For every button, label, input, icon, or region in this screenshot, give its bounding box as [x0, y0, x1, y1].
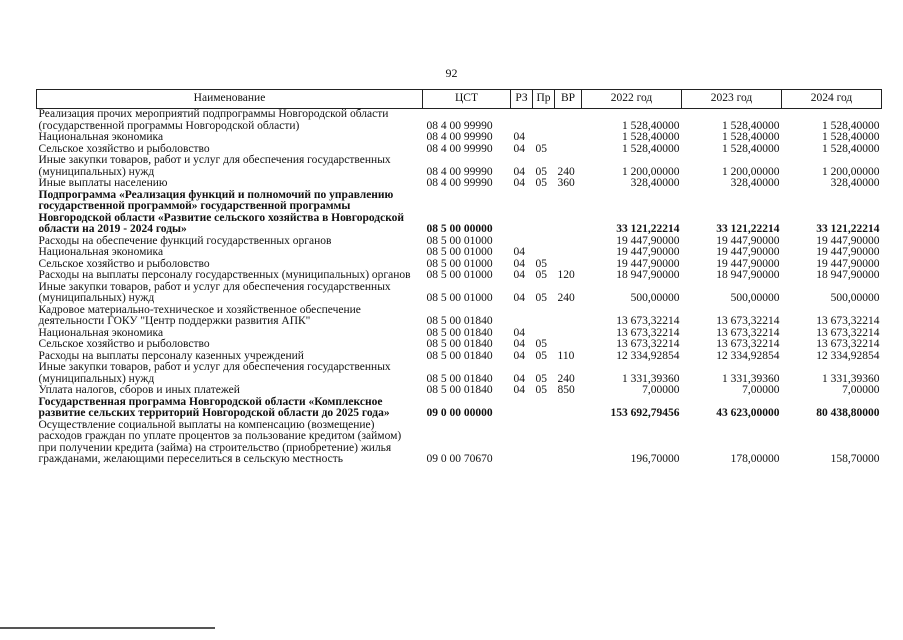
- cell-2024: 19 447,90000: [816, 246, 880, 258]
- cell-name: Расходы на выплаты персоналу казенных учреждений: [38, 349, 304, 362]
- cell-2022: 33 121,22214: [616, 223, 680, 235]
- header-pr: Пр: [533, 90, 555, 109]
- cell-2022: 13 673,32214: [616, 338, 680, 350]
- cell-name: Расходы на обеспечение функций государственных органов: [38, 234, 332, 247]
- cell-2023: 33 121,22214: [716, 223, 780, 235]
- cell-2023: 13 673,32214: [716, 315, 780, 327]
- cell-name: Сельское хозяйство и рыболовство: [38, 338, 210, 350]
- cell-pr: 05: [535, 142, 547, 155]
- cell-name: Подпрограмма «Реализация функций и полномочий по управлению государственной программой» государственной программы Новгородской области «Развитие сельского хозяйства в Новгородской области на 2019 - 2024 годы»: [38, 188, 405, 235]
- cell-2023: 328,40000: [730, 177, 780, 189]
- cell-2023: 1 528,40000: [722, 131, 780, 143]
- cell-vr: [555, 236, 582, 248]
- header-cst: ЦСТ: [423, 90, 511, 109]
- cell-pr: 05: [535, 338, 547, 350]
- cell-vr: [555, 339, 582, 351]
- cell-vr: 850: [557, 384, 575, 396]
- cell-rz: 04: [513, 349, 525, 362]
- cell-rz: [511, 190, 533, 236]
- cell-2023: 19 447,90000: [716, 257, 780, 270]
- cell-cst: 08 5 00 01000: [426, 292, 493, 304]
- cell-rz: 04: [513, 165, 525, 178]
- cell-cst: 08 4 00 99990: [426, 119, 493, 132]
- cell-pr: 05: [535, 269, 547, 281]
- header-name: Наименование: [37, 90, 423, 109]
- cell-2023: 1 528,40000: [722, 119, 780, 132]
- cell-name: Сельское хозяйство и рыболовство: [38, 142, 210, 155]
- header-rz: РЗ: [511, 90, 533, 109]
- cell-cst: 08 4 00 99990: [426, 165, 493, 178]
- cell-name: Иные закупки товаров, работ и услуг для обеспечения государственных (муниципальных) нужд: [38, 280, 391, 304]
- cell-2024: 1 528,40000: [822, 119, 880, 132]
- page-number: 92: [445, 66, 458, 80]
- header-2023: 2023 год: [682, 90, 782, 109]
- cell-pr: [533, 305, 555, 328]
- cell-2024: 13 673,32214: [816, 326, 880, 339]
- cell-2022: 500,00000: [630, 292, 680, 304]
- cell-2023: 1 200,00000: [722, 165, 780, 178]
- table-row: [37, 247, 882, 259]
- cell-2023: 19 447,90000: [716, 234, 780, 247]
- cell-2024: 13 673,32214: [816, 315, 880, 327]
- cell-2022: 18 947,90000: [616, 269, 680, 281]
- cell-rz: 04: [513, 246, 525, 258]
- cell-2023: 7,00000: [742, 384, 780, 396]
- cell-pr: [533, 190, 555, 236]
- cell-2024: 19 447,90000: [816, 257, 880, 270]
- table-row: [37, 420, 882, 466]
- cell-2022: 19 447,90000: [616, 246, 680, 258]
- cell-rz: 04: [513, 257, 525, 270]
- cell-name: Национальная экономика: [38, 326, 164, 339]
- cell-2024: 18 947,90000: [816, 269, 880, 281]
- cell-2022: 1 331,39360: [622, 372, 680, 385]
- cell-vr: 240: [557, 372, 575, 385]
- cell-rz: 04: [513, 142, 525, 155]
- cell-cst: 08 5 00 01000: [426, 257, 493, 270]
- cell-cst: 08 5 00 01840: [426, 326, 493, 339]
- cell-rz: [511, 397, 533, 420]
- table-row: [37, 362, 882, 385]
- cell-2023: 1 528,40000: [722, 142, 780, 155]
- cell-name: Национальная экономика: [38, 131, 164, 143]
- cell-name: Государственная программа Новгородской области «Комплексное развитие сельских территорий Новгородской области до 2025 года»: [38, 395, 390, 419]
- cell-2022: 19 447,90000: [616, 234, 680, 247]
- cell-rz: 04: [513, 269, 525, 281]
- cell-2023: 18 947,90000: [716, 269, 780, 281]
- cell-2024: 12 334,92854: [816, 349, 880, 362]
- cell-2024: 1 331,39360: [822, 372, 880, 385]
- cell-rz: [511, 109, 533, 133]
- cell-vr: [555, 305, 582, 328]
- table-row: [37, 397, 882, 420]
- cell-vr: [555, 109, 582, 133]
- scan-edge-line: [0, 627, 215, 629]
- cell-vr: [555, 190, 582, 236]
- cell-pr: 05: [535, 257, 547, 270]
- cell-2024: 158,70000: [830, 453, 880, 465]
- cell-pr: [533, 247, 555, 259]
- cell-pr: 05: [535, 384, 547, 396]
- cell-vr: [555, 397, 582, 420]
- cell-2023: 12 334,92854: [716, 349, 780, 362]
- cell-name: Сельское хозяйство и рыболовство: [38, 257, 210, 270]
- cell-cst: 08 4 00 99990: [426, 142, 493, 155]
- cell-pr: [533, 132, 555, 144]
- cell-vr: [555, 328, 582, 340]
- cell-name: Расходы на выплаты персоналу государственных (муниципальных) органов: [38, 269, 411, 281]
- cell-name: Иные закупки товаров, работ и услуг для обеспечения государственных (муниципальных) нужд: [38, 361, 391, 385]
- cell-2022: 19 447,90000: [616, 257, 680, 270]
- table-row: [37, 270, 882, 282]
- cell-2023: 43 623,00000: [716, 407, 780, 419]
- cell-2022: 7,00000: [642, 384, 680, 396]
- cell-2023: 13 673,32214: [716, 338, 780, 350]
- cell-cst: 08 5 00 01840: [426, 349, 493, 362]
- header-2022: 2022 год: [582, 90, 682, 109]
- header-2024: 2024 год: [782, 90, 882, 109]
- cell-name: Осуществление социальной выплаты на компенсацию (возмещение) расходов граждан по уплате процентов за пользование кредитом (займом) при получении кредита (займа) на строительство (приобретение) жилья гражданами, желающими переселиться в сельскую местность: [38, 418, 402, 465]
- cell-2023: 1 331,39360: [722, 372, 780, 385]
- cell-cst: 08 5 00 01000: [426, 269, 493, 281]
- header-vr: ВР: [555, 90, 582, 109]
- table-row: [37, 305, 882, 328]
- cell-name: Реализация прочих мероприятий подпрограммы Новгородской области (государственной программы Новгородской области): [38, 108, 389, 132]
- cell-cst: 08 5 00 01000: [426, 246, 493, 258]
- cell-2023: 19 447,90000: [716, 246, 780, 258]
- cell-cst: 08 5 00 01840: [426, 372, 493, 385]
- cell-vr: [555, 420, 582, 466]
- cell-2022: 1 528,40000: [622, 131, 680, 143]
- cell-cst: 09 0 00 70670: [426, 453, 493, 465]
- table-row: [37, 190, 882, 236]
- table-row: [37, 132, 882, 144]
- cell-cst: 08 5 00 01840: [426, 384, 493, 396]
- cell-rz: 04: [513, 292, 525, 304]
- cell-rz: 04: [513, 372, 525, 385]
- cell-vr: 240: [557, 165, 575, 178]
- cell-cst: 09 0 00 00000: [426, 407, 493, 419]
- cell-2022: 328,40000: [630, 177, 680, 189]
- table-row: [37, 178, 882, 190]
- cell-vr: 360: [557, 177, 575, 189]
- cell-cst: 08 5 00 01840: [426, 338, 493, 350]
- budget-table: [36, 89, 882, 466]
- cell-vr: 240: [557, 292, 575, 304]
- cell-cst: 08 5 00 01000: [426, 234, 493, 247]
- table-body: [37, 109, 882, 466]
- cell-name: Иные выплаты населению: [38, 177, 168, 189]
- cell-2022: 13 673,32214: [616, 315, 680, 327]
- table-row: [37, 155, 882, 178]
- cell-cst: 08 4 00 99990: [426, 177, 493, 189]
- cell-pr: 05: [535, 292, 547, 304]
- cell-name: Кадровое материально-техническое и хозяйственное обеспечение деятельности ГОКУ "Центр поддержки развития АПК": [38, 303, 361, 327]
- cell-name: Уплата налогов, сборов и иных платежей: [38, 384, 240, 396]
- cell-2023: 178,00000: [730, 453, 780, 465]
- cell-2022: 13 673,32214: [616, 326, 680, 339]
- cell-rz: 04: [513, 326, 525, 339]
- cell-name: Национальная экономика: [38, 246, 164, 258]
- cell-rz: [511, 420, 533, 466]
- cell-2024: 19 447,90000: [816, 234, 880, 247]
- cell-2024: 7,00000: [842, 384, 880, 396]
- cell-rz: 04: [513, 384, 525, 396]
- cell-2024: 1 200,00000: [822, 165, 880, 178]
- cell-2024: 33 121,22214: [816, 223, 880, 235]
- cell-pr: 05: [535, 372, 547, 385]
- cell-vr: [555, 144, 582, 156]
- cell-2023: 13 673,32214: [716, 326, 780, 339]
- cell-2022: 153 692,79456: [610, 407, 680, 419]
- cell-rz: [511, 305, 533, 328]
- cell-rz: 04: [513, 338, 525, 350]
- cell-vr: [555, 247, 582, 259]
- cell-vr: 120: [557, 269, 575, 281]
- cell-2024: 328,40000: [830, 177, 880, 189]
- cell-vr: [555, 132, 582, 144]
- cell-2022: 196,70000: [630, 453, 680, 465]
- table-row: [37, 339, 882, 351]
- cell-2024: 13 673,32214: [816, 338, 880, 350]
- cell-pr: [533, 397, 555, 420]
- cell-pr: [533, 236, 555, 248]
- cell-2022: 1 528,40000: [622, 119, 680, 132]
- table-row: [37, 385, 882, 397]
- cell-name: Иные закупки товаров, работ и услуг для обеспечения государственных (муниципальных) нужд: [38, 154, 391, 178]
- cell-2022: 12 334,92854: [616, 349, 680, 362]
- cell-cst: 08 4 00 99990: [426, 131, 493, 143]
- cell-2023: 500,00000: [730, 292, 780, 304]
- cell-cst: 08 5 00 00000: [426, 223, 493, 235]
- table-row: [37, 282, 882, 305]
- cell-2024: 500,00000: [830, 292, 880, 304]
- cell-2022: 1 528,40000: [622, 142, 680, 155]
- cell-cst: 08 5 00 01840: [426, 315, 493, 327]
- cell-pr: 05: [535, 177, 547, 189]
- cell-rz: 04: [513, 177, 525, 189]
- cell-pr: [533, 420, 555, 466]
- cell-2024: 1 528,40000: [822, 131, 880, 143]
- cell-pr: [533, 109, 555, 133]
- table-row: [37, 109, 882, 133]
- table-header: [37, 90, 882, 109]
- cell-2022: 1 200,00000: [622, 165, 680, 178]
- cell-vr: 110: [557, 349, 575, 362]
- cell-rz: 04: [513, 131, 525, 143]
- cell-pr: 05: [535, 349, 547, 362]
- cell-2024: 1 528,40000: [822, 142, 880, 155]
- cell-2024: 80 438,80000: [816, 407, 880, 419]
- cell-pr: 05: [535, 165, 547, 178]
